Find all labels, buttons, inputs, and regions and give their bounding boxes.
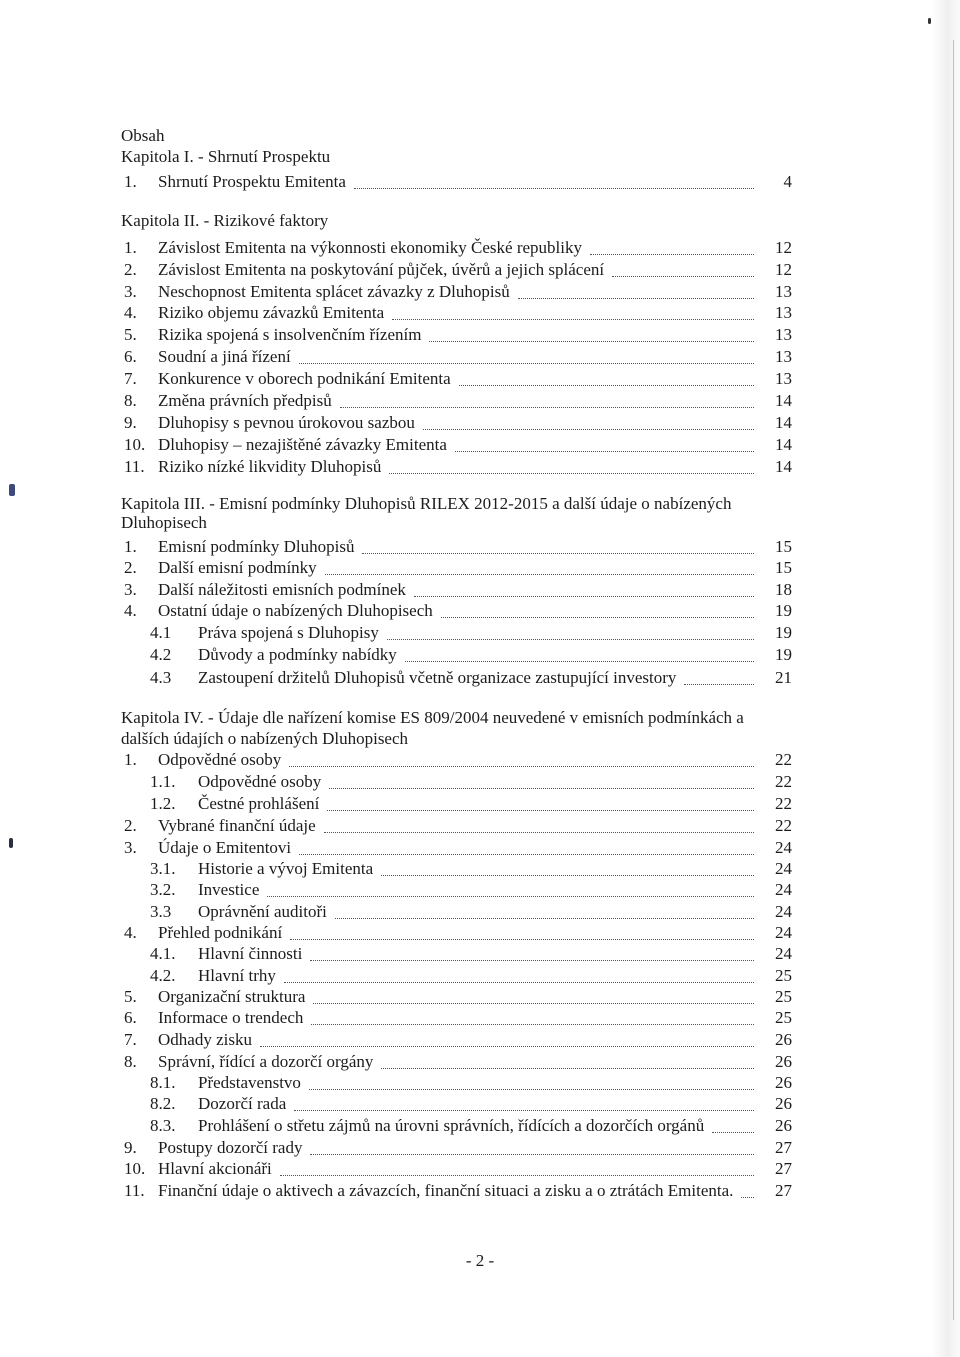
- toc-entry-page: 24: [775, 880, 792, 899]
- toc-entry-number: 6.: [124, 347, 137, 366]
- toc-entry-label: Další náležitosti emisních podmínek: [158, 580, 406, 599]
- toc-entry-label: Hlavní trhy: [198, 966, 276, 985]
- toc-entry[interactable]: [0, 772, 960, 792]
- toc-entry-number: 8.1.: [150, 1073, 176, 1092]
- toc-leader-dots: [289, 750, 754, 767]
- toc-entry-page: 26: [775, 1094, 792, 1113]
- toc-entry-page: 22: [775, 816, 792, 835]
- toc-entry[interactable]: [0, 668, 960, 688]
- toc-leader-dots: [309, 1073, 754, 1090]
- toc-entry-label: Odpovědné osoby: [198, 772, 322, 791]
- toc-entry-label: Práva spojená s Dluhopisy: [198, 623, 379, 642]
- toc-leader-dots: [310, 1138, 754, 1155]
- toc-leader-dots: [612, 260, 754, 277]
- toc-entry-page: 24: [775, 923, 792, 942]
- toc-leader-dots: [741, 1181, 754, 1198]
- toc-leader-dots: [423, 413, 754, 430]
- toc-leader-dots: [389, 457, 754, 474]
- toc-entry-page: 21: [775, 668, 792, 687]
- toc-entry-number: 2.: [124, 260, 137, 279]
- toc-leader-dots: [294, 1094, 754, 1111]
- toc-entry[interactable]: [0, 435, 960, 455]
- toc-entry[interactable]: [0, 1138, 960, 1158]
- toc-entry-number: 4.2: [150, 645, 172, 664]
- toc-leader-dots: [455, 435, 754, 452]
- toc-entry-label: Závislost Emitenta na výkonnosti ekonomiky České republiky: [158, 238, 582, 257]
- toc-entry-page: 13: [775, 325, 792, 344]
- toc-entry-page: 12: [775, 260, 792, 279]
- toc-leader-dots: [299, 838, 754, 855]
- toc-entry[interactable]: [0, 838, 960, 858]
- toc-entry[interactable]: [0, 457, 960, 477]
- toc-entry-number: 1.: [124, 750, 137, 769]
- toc-leader-dots: [381, 859, 754, 876]
- toc-entry[interactable]: [0, 1159, 960, 1179]
- toc-entry[interactable]: [0, 1073, 960, 1093]
- toc-entry-number: 1.2.: [150, 794, 176, 813]
- toc-entry-label: Emisní podmínky Dluhopisů: [158, 537, 355, 556]
- toc-entry[interactable]: [0, 303, 960, 323]
- toc-entry-page: 24: [775, 902, 792, 921]
- toc-entry-page: 22: [775, 772, 792, 791]
- toc-entry[interactable]: [0, 260, 960, 280]
- toc-leader-dots: [684, 668, 754, 685]
- toc-entry[interactable]: [0, 347, 960, 367]
- toc-leader-dots: [310, 944, 754, 961]
- toc-leader-dots: [325, 558, 754, 575]
- toc-entry-number: 3.: [124, 580, 137, 599]
- toc-leader-dots: [313, 987, 754, 1004]
- toc-leader-dots: [311, 1008, 754, 1025]
- toc-entry-number: 3.1.: [150, 859, 176, 878]
- toc-entry[interactable]: [0, 601, 960, 621]
- toc-entry-label: Neschopnost Emitenta splácet závazky z Dluhopisů: [158, 282, 510, 301]
- toc-entry[interactable]: [0, 1116, 960, 1136]
- toc-entry-number: 4.1.: [150, 944, 176, 963]
- toc-entry-label: Soudní a jiná řízení: [158, 347, 291, 366]
- toc-entry-label: Údaje o Emitentovi: [158, 838, 292, 857]
- toc-entry-page: 27: [775, 1159, 792, 1178]
- toc-entry-number: 3.3: [150, 902, 172, 921]
- toc-entry[interactable]: [0, 580, 960, 600]
- toc-entry[interactable]: [0, 1052, 960, 1072]
- toc-entry-number: 4.3: [150, 668, 172, 687]
- toc-entry[interactable]: [0, 794, 960, 814]
- toc-entry-number: 8.2.: [150, 1094, 176, 1113]
- toc-entry-page: 14: [775, 457, 792, 476]
- toc-entry-label: Riziko objemu závazků Emitenta: [158, 303, 385, 322]
- toc-entry[interactable]: [0, 558, 960, 578]
- toc-entry-number: 4.: [124, 303, 137, 322]
- toc-leader-dots: [299, 347, 754, 364]
- toc-entry-page: 13: [775, 282, 792, 301]
- toc-entry-number: 8.: [124, 391, 137, 410]
- toc-leader-dots: [518, 282, 754, 299]
- toc-leader-dots: [327, 794, 754, 811]
- toc-entry-page: 24: [775, 859, 792, 878]
- chapter-title-text-line2: Dluhopisech: [121, 513, 207, 532]
- toc-entry-number: 2.: [124, 816, 137, 835]
- chapter-title: [0, 211, 960, 231]
- chapter-title: [0, 147, 960, 167]
- toc-leader-dots: [590, 238, 754, 255]
- toc-entry[interactable]: [0, 537, 960, 557]
- toc-entry-number: 1.: [124, 238, 137, 257]
- toc-entry-label: Změna právních předpisů: [158, 391, 332, 410]
- toc-leader-dots: [429, 325, 754, 342]
- toc-entry-page: 27: [775, 1138, 792, 1157]
- toc-entry-number: 4.2.: [150, 966, 176, 985]
- toc-entry-page: 22: [775, 750, 792, 769]
- toc-entry-label: Postupy dozorčí rady: [158, 1138, 303, 1157]
- toc-entry-label: Organizační struktura: [158, 987, 306, 1006]
- toc-entry-page: 12: [775, 238, 792, 257]
- toc-entry[interactable]: [0, 413, 960, 433]
- toc-entry[interactable]: [0, 816, 960, 836]
- chapter-title-text-line2: dalších údajích o nabízených Dluhopisech: [121, 729, 409, 748]
- toc-entry-number: 1.: [124, 172, 137, 191]
- toc-entry-page: 19: [775, 601, 792, 620]
- toc-entry-page: 14: [775, 435, 792, 454]
- toc-entry-label: Odhady zisku: [158, 1030, 252, 1049]
- toc-entry-page: 27: [775, 1181, 792, 1200]
- toc-entry-label: Čestné prohlášení: [198, 794, 320, 813]
- toc-entry-page: 25: [775, 987, 792, 1006]
- toc-entry-label: Odpovědné osoby: [158, 750, 282, 769]
- toc-entry-label: Informace o trendech: [158, 1008, 304, 1027]
- toc-leader-dots: [260, 1030, 754, 1047]
- toc-leader-dots: [324, 816, 754, 833]
- page-number: - 2 -: [465, 1251, 495, 1270]
- toc-entry-number: 3.2.: [150, 880, 176, 899]
- toc-entry-label: Riziko nízké likvidity Dluhopisů: [158, 457, 382, 476]
- toc-entry[interactable]: [0, 325, 960, 345]
- toc-entry-label: Ostatní údaje o nabízených Dluhopisech: [158, 601, 433, 620]
- toc-entry-label: Hlavní akcionáři: [158, 1159, 272, 1178]
- chapter-title: [0, 708, 960, 728]
- toc-entry-number: 2.: [124, 558, 137, 577]
- toc-entry[interactable]: [0, 987, 960, 1007]
- toc-entry-label: Závislost Emitenta na poskytování půjček, úvěrů a jejich splácení: [158, 260, 605, 279]
- toc-entry-page: 13: [775, 303, 792, 322]
- toc-entry-page: 19: [775, 645, 792, 664]
- toc-entry-page: 13: [775, 369, 792, 388]
- toc-entry-label: Přehled podnikání: [158, 923, 283, 942]
- toc-entry-number: 10.: [124, 1159, 146, 1178]
- chapter-title-continuation: [0, 513, 960, 533]
- toc-entry-page: 4: [783, 172, 792, 191]
- toc-entry-label: Zastoupení držitelů Dluhopisů včetně organizace zastupující investory: [198, 668, 677, 687]
- toc-entry[interactable]: [0, 623, 960, 643]
- toc-entry-number: 7.: [124, 369, 137, 388]
- toc-entry-label: Finanční údaje o aktivech a závazcích, finanční situaci a zisku a o ztrátách Emitenta.: [158, 1181, 734, 1200]
- toc-entry[interactable]: [0, 645, 960, 665]
- toc-entry-page: 24: [775, 838, 792, 857]
- toc-entry-page: 18: [775, 580, 792, 599]
- toc-entry-number: 8.: [124, 1052, 137, 1071]
- chapter-title-text: Kapitola II. - Rizikové faktory: [121, 211, 329, 230]
- toc-entry-number: 7.: [124, 1030, 137, 1049]
- toc-leader-dots: [267, 880, 754, 897]
- toc-entry-page: 24: [775, 944, 792, 963]
- toc-entry-number: 10.: [124, 435, 146, 454]
- toc-entry-number: 9.: [124, 1138, 137, 1157]
- toc-entry[interactable]: [0, 880, 960, 900]
- toc-entry-number: 4.: [124, 601, 137, 620]
- toc-entry-number: 3.: [124, 282, 137, 301]
- toc-entry[interactable]: [0, 1030, 960, 1050]
- toc-leader-dots: [712, 1116, 754, 1133]
- toc-leader-dots: [392, 303, 754, 320]
- toc-entry-page: 26: [775, 1116, 792, 1135]
- toc-entry-number: 1.1.: [150, 772, 176, 791]
- toc-leader-dots: [354, 172, 754, 189]
- toc-entry[interactable]: [0, 750, 960, 770]
- toc-entry-number: 5.: [124, 325, 137, 344]
- toc-entry-number: 11.: [124, 457, 145, 476]
- toc-entry-label: Dluhopisy – nezajištěné závazky Emitenta: [158, 435, 447, 454]
- chapter-title: [0, 494, 960, 514]
- toc-entry-label: Hlavní činnosti: [198, 944, 303, 963]
- toc-entry-number: 5.: [124, 987, 137, 1006]
- toc-entry[interactable]: [0, 369, 960, 389]
- toc-entry-number: 6.: [124, 1008, 137, 1027]
- toc-entry-page: 14: [775, 391, 792, 410]
- chapter-title-text: Kapitola I. - Shrnutí Prospektu: [121, 147, 331, 166]
- toc-entry[interactable]: [0, 923, 960, 943]
- toc-entry-page: 26: [775, 1030, 792, 1049]
- toc-entry-number: 4.1: [150, 623, 172, 642]
- toc-entry[interactable]: [0, 902, 960, 922]
- toc-entry-label: Dozorčí rada: [198, 1094, 287, 1113]
- toc-leader-dots: [290, 923, 754, 940]
- toc-leader-dots: [284, 966, 754, 983]
- toc-entry-label: Prohlášení o střetu zájmů na úrovni správních, řídících a dozorčích orgánů: [198, 1116, 705, 1135]
- toc-entry-number: 8.3.: [150, 1116, 176, 1135]
- toc-leader-dots: [335, 902, 754, 919]
- toc-heading-text: Obsah: [121, 126, 165, 145]
- toc-entry-label: Investice: [198, 880, 260, 899]
- toc-leader-dots: [340, 391, 754, 408]
- chapter-title-text: Kapitola IV. - Údaje dle nařízení komise ES 809/2004 neuvedené v emisních podmínkách a: [121, 708, 744, 727]
- toc-entry-label: Historie a vývoj Emitenta: [198, 859, 374, 878]
- toc-entry[interactable]: [0, 1181, 960, 1201]
- toc-entry[interactable]: [0, 172, 960, 192]
- toc-entry-page: 14: [775, 413, 792, 432]
- chapter-title-text: Kapitola III. - Emisní podmínky Dluhopisů RILEX 2012-2015 a další údaje o nabízených: [121, 494, 732, 513]
- toc-entry-page: 15: [775, 558, 792, 577]
- toc-entry-number: 3.: [124, 838, 137, 857]
- toc-entry-label: Rizika spojená s insolvenčním řízením: [158, 325, 422, 344]
- toc-entry-page: 19: [775, 623, 792, 642]
- toc-entry[interactable]: [0, 282, 960, 302]
- toc-entry-number: 11.: [124, 1181, 145, 1200]
- toc-heading: [0, 126, 960, 146]
- toc-entry-page: 13: [775, 347, 792, 366]
- toc-entry-page: 26: [775, 1052, 792, 1071]
- toc-entry-page: 26: [775, 1073, 792, 1092]
- toc-entry-label: Shrnutí Prospektu Emitenta: [158, 172, 346, 191]
- chapter-title-continuation: [0, 729, 960, 749]
- toc-entry-label: Dluhopisy s pevnou úrokovou sazbou: [158, 413, 415, 432]
- toc-leader-dots: [441, 601, 754, 618]
- toc-leader-dots: [387, 623, 754, 640]
- toc-leader-dots: [459, 369, 754, 386]
- toc-leader-dots: [414, 580, 754, 597]
- toc-entry-label: Oprávnění auditoři: [198, 902, 327, 921]
- toc-entry[interactable]: [0, 1008, 960, 1028]
- toc-entry[interactable]: [0, 238, 960, 258]
- toc-entry[interactable]: [0, 391, 960, 411]
- toc-entry[interactable]: [0, 944, 960, 964]
- toc-entry[interactable]: [0, 1094, 960, 1114]
- toc-entry-number: 9.: [124, 413, 137, 432]
- toc-entry-label: Další emisní podmínky: [158, 558, 317, 577]
- toc-entry-number: 1.: [124, 537, 137, 556]
- toc-entry-page: 25: [775, 1008, 792, 1027]
- toc-leader-dots: [381, 1052, 754, 1069]
- toc-entry-label: Vybrané finanční údaje: [158, 816, 316, 835]
- toc-entry-number: 4.: [124, 923, 137, 942]
- toc-entry-page: 25: [775, 966, 792, 985]
- toc-entry-label: Konkurence v oborech podnikání Emitenta: [158, 369, 451, 388]
- toc-entry[interactable]: [0, 966, 960, 986]
- toc-leader-dots: [362, 537, 754, 554]
- toc-entry-page: 15: [775, 537, 792, 556]
- toc-leader-dots: [405, 645, 754, 662]
- toc-leader-dots: [329, 772, 754, 789]
- toc-entry-label: Důvody a podmínky nabídky: [198, 645, 397, 664]
- toc-entry-page: 22: [775, 794, 792, 813]
- toc-entry-label: Představenstvo: [198, 1073, 301, 1092]
- toc-entry-label: Správní, řídící a dozorčí orgány: [158, 1052, 374, 1071]
- toc-leader-dots: [280, 1159, 754, 1176]
- toc-entry[interactable]: [0, 859, 960, 879]
